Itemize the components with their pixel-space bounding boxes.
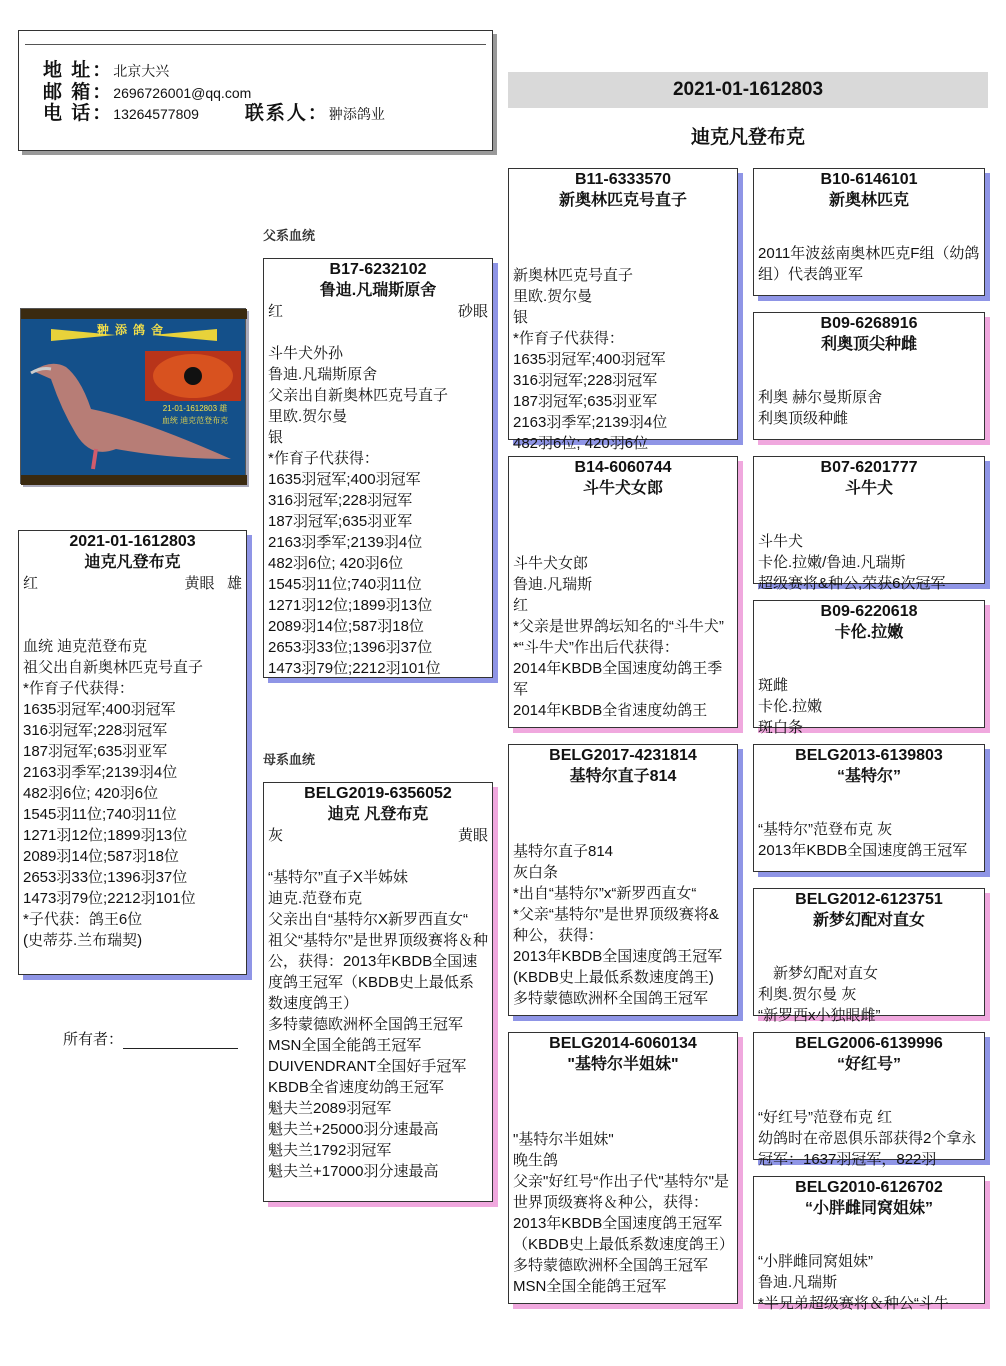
ring-number: BELG2006-6139996	[795, 1035, 943, 1052]
ring-number: B14-6060744	[574, 459, 672, 476]
ancestor-card	[753, 600, 985, 736]
contact-label: 联系人：	[244, 103, 329, 124]
photo-banner-text: 翀添鸽舍	[96, 323, 169, 337]
pigeon-notes	[758, 1107, 980, 1170]
note-line: *作育子代获得：	[23, 680, 134, 697]
dam-line-label: 母系血统	[263, 752, 316, 767]
feather-color: 红	[268, 303, 284, 320]
note-line: 里欧.贺尔曼	[268, 408, 348, 425]
note-line: 父亲出自新奥林匹克号直子	[268, 387, 449, 404]
ring-number: BELG2017-4231814	[549, 747, 697, 764]
ring-number: 2021-01-1612803	[69, 533, 196, 550]
ancestor-card	[508, 456, 738, 728]
note-line: 2163羽季军;2139羽4位	[513, 414, 668, 431]
note-line: 斑雌	[758, 677, 789, 694]
pigeon-notes	[513, 1129, 733, 1297]
note-line: 316羽冠军;228羽冠军	[268, 492, 413, 509]
note-line: *父亲“基特尔”是世界顶级赛将&种公，获得：	[513, 906, 719, 944]
pigeon-name: 鲁迪.凡瑞斯原舍	[319, 282, 437, 299]
note-line: 1473羽79位;2212羽101位	[23, 890, 196, 907]
note-line: DUIVENDRANT全国好手冠军	[268, 1058, 467, 1075]
note-line: *作育子代获得：	[513, 330, 624, 347]
note-line: 316羽冠军;228羽冠军	[513, 372, 658, 389]
note-line: 红	[513, 597, 529, 614]
pigeon-notes	[758, 819, 980, 861]
pigeon-notes	[268, 343, 488, 679]
note-line: 银	[268, 429, 284, 446]
pigeon-name: “好红号”	[836, 1056, 901, 1073]
note-line: 灰白条	[513, 864, 559, 881]
pigeon-notes	[268, 867, 488, 1182]
contact-value: 翀添鸽业	[328, 106, 385, 122]
note-line: 316羽冠军;228羽冠军	[23, 722, 168, 739]
sex: 雄	[226, 575, 242, 592]
note-line: 1545羽11位;740羽11位	[268, 576, 422, 593]
divider	[25, 44, 486, 45]
address-value: 北京大兴	[113, 63, 170, 79]
note-line: 幼鸽时在帝恩俱乐部获得2个拿永冠军：1637羽冠军，822羽	[758, 1130, 977, 1168]
pigeon-notes	[758, 387, 980, 429]
note-line: (史蒂芬.兰布瑞契)	[23, 932, 143, 949]
pigeon-name: “小胖雌同窝姐妹”	[804, 1200, 933, 1217]
note-line: 482羽6位; 420羽6位	[513, 435, 649, 452]
note-line: 魁夫兰2089羽冠军	[268, 1100, 392, 1117]
note-line: 2653羽33位;1396羽37位	[268, 639, 433, 656]
note-line: 银	[513, 309, 529, 326]
note-line: 2013年KBDB全国速度鸽王冠军	[758, 842, 968, 859]
email-value: 2696726001@qq.com	[113, 85, 252, 101]
dam-card	[263, 782, 493, 1202]
note-line: 里欧.贺尔曼	[513, 288, 593, 305]
ring-number: B10-6146101	[820, 171, 918, 188]
note-line: 1271羽12位;1899羽13位	[268, 597, 433, 614]
note-line: 2163羽季军;2139羽4位	[23, 764, 178, 781]
phone-label: 电 话：	[43, 103, 114, 124]
feather-color: 红	[23, 575, 39, 592]
note-line: 魁夫兰+17000羽分速最高	[268, 1163, 439, 1180]
note-line: *父亲是世界鸽坛知名的“斗牛犬”	[513, 618, 724, 635]
note-line: 482羽6位; 420羽6位	[268, 555, 404, 572]
ancestor-card	[753, 888, 985, 1024]
ring-number: BELG2014-6060134	[549, 1035, 697, 1052]
pigeon-notes	[758, 1251, 980, 1314]
pigeon-name: 斗牛犬女郎	[582, 480, 663, 497]
note-line: 1545羽11位;740羽11位	[23, 806, 177, 823]
ancestor-card	[508, 744, 738, 1016]
note-line: 魁夫兰+25000羽分速最高	[268, 1121, 439, 1138]
note-line: 2014年KBDB全省速度幼鸽王	[513, 702, 708, 719]
note-line: 迪克.范登布克	[268, 890, 363, 907]
note-line: 祖父“基特尔”是世界顶级赛将＆种公，获得：2013年KBDB全国速度鸽王冠军（KBDB史上最低系数速度鸽王）	[268, 932, 488, 1012]
pigeon-name: 新梦幻配对直女	[812, 912, 925, 929]
feather-color: 灰	[268, 827, 284, 844]
ring-number: B09-6220618	[820, 603, 918, 620]
pigeon-photo	[20, 308, 246, 484]
ring-number: B17-6232102	[329, 261, 427, 278]
pigeon-notes	[513, 553, 733, 721]
note-line: 利奥顶级种雌	[758, 410, 849, 427]
eye-type: 砂眼	[457, 303, 488, 320]
eye-type: 黄眼	[184, 575, 215, 592]
note-line: 利奥.贺尔曼 灰	[758, 986, 857, 1003]
address-label: 地 址：	[43, 60, 114, 81]
note-line: 斗牛犬	[758, 533, 804, 550]
note-line: “基特尔”范登布克 灰	[758, 821, 893, 838]
note-line: 斗牛犬女郎	[513, 555, 589, 572]
note-line: “新罗西x小独眼雌”	[758, 1007, 881, 1024]
pigeon-name: 新奥林匹克号直子	[558, 192, 687, 209]
photo-caption-ring: 21-01-1612803 雄	[162, 404, 228, 413]
note-line: 超级赛将&种公,荣获6次冠军	[758, 575, 946, 592]
ancestor-card	[753, 1032, 985, 1168]
note-line: *“斗牛犬”作出后代获得：	[513, 639, 679, 656]
note-line: 新奥林匹克号直子	[513, 267, 634, 284]
main-pigeon-card	[18, 530, 247, 975]
note-line: 187羽冠军;635羽亚军	[513, 393, 658, 410]
title-ring-banner: 2021-01-1612803	[508, 72, 988, 108]
contact-card	[18, 30, 493, 151]
note-line: 基特尔直子814	[513, 843, 614, 860]
ring-number: B07-6201777	[820, 459, 918, 476]
note-line: “小胖雌同窝姐妹”	[758, 1253, 873, 1270]
ring-number: B11-6333570	[574, 171, 672, 188]
note-line: 2653羽33位;1396羽37位	[23, 869, 188, 886]
note-line: 多特蒙德欧洲杯全国鸽王冠军	[513, 1257, 709, 1274]
note-line: 2011年波兹南奥林匹克F组（幼鸽组）代表鸽亚军	[758, 245, 980, 283]
ring-number: B09-6268916	[820, 315, 918, 332]
note-line: 父亲出自“基特尔X新罗西直女“	[268, 911, 468, 928]
note-line: *半兄弟超级赛将＆种公“斗牛	[758, 1295, 949, 1312]
note-line: 2163羽季军;2139羽4位	[268, 534, 423, 551]
ring-number: BELG2010-6126702	[795, 1179, 943, 1196]
note-line: 482羽6位; 420羽6位	[23, 785, 159, 802]
ancestor-card	[753, 312, 985, 440]
note-line: 多特蒙德欧洲杯全国鸽王冠军	[513, 990, 709, 1007]
pigeon-notes	[758, 675, 980, 738]
note-line: 血统 迪克范登布克	[23, 638, 148, 655]
note-line: 鲁迪.凡瑞斯	[758, 1274, 838, 1291]
ring-number: BELG2012-6123751	[795, 891, 943, 908]
note-line: “基特尔”直子X半姊妹	[268, 869, 408, 886]
note-line: 祖父出自新奥林匹克号直子	[23, 659, 204, 676]
ancestor-card	[508, 168, 738, 452]
note-line: *子代获：鸽王6位	[23, 911, 143, 928]
title-name: 迪克凡登布克	[690, 127, 805, 148]
note-line: *作育子代获得：	[268, 450, 379, 467]
pigeon-notes	[758, 963, 980, 1026]
note-line: 魁夫兰1792羽冠军	[268, 1142, 392, 1159]
email-label: 邮 箱：	[43, 82, 114, 103]
note-line: 卡伦.拉嫩	[758, 698, 823, 715]
note-line: 1271羽12位;1899羽13位	[23, 827, 188, 844]
pigeon-name: "基特尔半姐妹"	[567, 1056, 679, 1073]
note-line: MSN全国全能鸽王冠军	[513, 1278, 667, 1295]
note-line: 鲁迪.凡瑞斯	[513, 576, 593, 593]
eye-type: 黄眼	[457, 827, 488, 844]
note-line: 2089羽14位;587羽18位	[268, 618, 424, 635]
note-line: 1635羽冠军;400羽冠军	[268, 471, 421, 488]
pigeon-name: 卡伦.拉嫩	[834, 624, 904, 641]
note-line: 多特蒙德欧洲杯全国鸽王冠军	[268, 1016, 464, 1033]
note-line: 晚生鸽	[513, 1152, 559, 1169]
note-line: 1635羽冠军;400羽冠军	[23, 701, 176, 718]
pigeon-notes	[513, 841, 733, 1009]
ancestor-card	[508, 1032, 738, 1304]
note-line: *出自“基特尔”x“新罗西直女“	[513, 885, 697, 902]
phone-value: 13264577809	[113, 106, 199, 122]
sire-line-label: 父系血统	[263, 228, 316, 243]
photo-caption-strain: 血统 迪克范登布克	[161, 416, 229, 425]
note-line: 斑白条	[758, 719, 804, 736]
note-line: 1473羽79位;2212羽101位	[268, 660, 441, 677]
pigeon-name: “基特尔”	[836, 768, 901, 785]
ring-number: BELG2013-6139803	[795, 747, 943, 764]
sire-card	[263, 258, 493, 678]
note-line: MSN全国全能鸽王冠军	[268, 1037, 422, 1054]
ancestor-card	[753, 168, 985, 296]
pigeon-notes	[513, 265, 733, 454]
note-line: 利奥 赫尔曼斯原舍	[758, 389, 883, 406]
note-line: 斗牛犬外孙	[268, 345, 344, 362]
note-line: 2014年KBDB全国速度幼鸽王季军	[513, 660, 723, 698]
note-line: 父亲"好红号“作出子代"基特尔"是世界顶级赛将＆种公，获得：2013年KBDB全国速度鸽王冠军（KBDB史上最低系数速度鸽王）	[513, 1173, 734, 1253]
note-line: "基特尔半姐妹"	[513, 1131, 614, 1148]
pigeon-name: 基特尔直子814	[569, 768, 677, 785]
note-line: 2013年KBDB全国速度鸽王冠军(KBDB史上最低系数速度鸽王)	[513, 948, 723, 986]
note-line: 卡伦.拉嫩/鲁迪.凡瑞斯	[758, 554, 906, 571]
owner-label: 所有者：	[63, 1031, 124, 1048]
note-line: 鲁迪.凡瑞斯原舍	[268, 366, 378, 383]
pigeon-notes	[23, 636, 242, 951]
note-line: KBDB全省速度幼鸽王冠军	[268, 1079, 444, 1096]
pigeon-name: 斗牛犬	[844, 480, 893, 497]
pigeon-name: 新奥林匹克	[828, 192, 909, 209]
note-line: 新梦幻配对直女	[758, 965, 879, 982]
ancestor-card	[753, 744, 985, 872]
pigeon-name: 迪克 凡登布克	[327, 806, 429, 823]
note-line: 187羽冠军;635羽亚军	[23, 743, 168, 760]
pigeon-notes	[758, 531, 980, 594]
owner-signature-line[interactable]	[123, 1033, 238, 1049]
pigeon-notes	[758, 243, 980, 285]
note-line: 2089羽14位;587羽18位	[23, 848, 179, 865]
ancestor-card	[753, 456, 985, 592]
ancestor-card	[753, 1176, 985, 1312]
owner-field	[63, 1028, 238, 1049]
pigeon-name: 迪克凡登布克	[84, 554, 181, 571]
pigeon-name: 利奥顶尖种雌	[820, 336, 917, 353]
note-line: 1635羽冠军;400羽冠军	[513, 351, 666, 368]
note-line: “好红号”范登布克 红	[758, 1109, 893, 1126]
ring-number: BELG2019-6356052	[304, 785, 452, 802]
note-line: 187羽冠军;635羽亚军	[268, 513, 413, 530]
